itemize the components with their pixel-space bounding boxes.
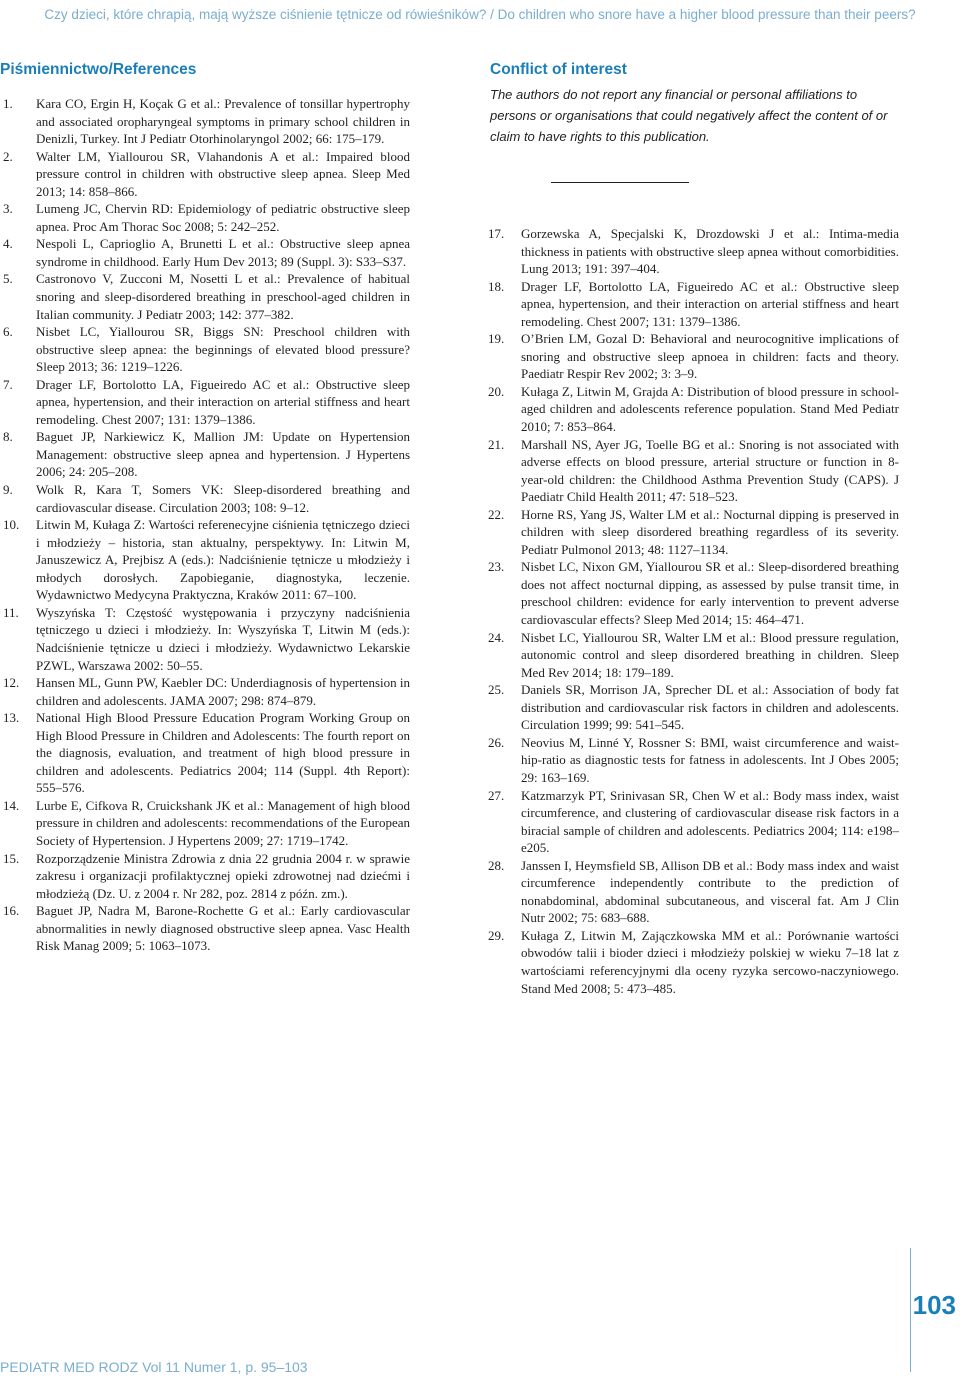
reference-text: Rozporządzenie Ministra Zdrowia z dnia 22 grudnia 2004 r. w sprawie zakresu i organizacji profilaktycznej opieki zdrowotnej nad dziećmi i młodzieżą (Dz. U. z 2004 r. Nr 282, poz. 2814 z późn. zm.). bbox=[36, 850, 410, 901]
reference-number: 23. bbox=[488, 559, 505, 575]
reference-number: 29. bbox=[488, 927, 505, 943]
reference-item bbox=[3, 604, 410, 674]
reference-text: Katzmarzyk PT, Srinivasan SR, Chen W et al.: Body mass index, waist circumference, and clustering of cardiovascular disease risk factors in a biracial sample of children and adolescents. Pediatrics 2004; 114: e198–e205. bbox=[521, 787, 899, 856]
running-header: Czy dzieci, które chrapią, mają wyższe ciśnienie tętnicze od rówieśników? / Do children who snore have a higher blood pressure than their peers? bbox=[44, 7, 916, 22]
reference-text: Horne RS, Yang JS, Walter LM et al.: Nocturnal dipping is preserved in children with sleep disordered breathing regardless of its severity. Pediatr Pulmonol 2013; 48: 1127–1134. bbox=[521, 506, 899, 557]
reference-number: 19. bbox=[488, 331, 505, 347]
reference-number: 26. bbox=[488, 734, 505, 750]
reference-number: 8. bbox=[3, 429, 13, 445]
reference-text: Kara CO, Ergin H, Koçak G et al.: Prevalence of tonsillar hypertrophy and associated oropharyngeal symptoms in primary school children in Denizli, Turkey. Int J Pediatr Otorhinolaryngol 2002; 66: 175–179. bbox=[36, 96, 410, 147]
page-number-rule bbox=[910, 1248, 911, 1372]
journal-footer: PEDIATR MED RODZ Vol 11 Numer 1, p. 95–103 bbox=[0, 1359, 308, 1375]
reference-text: Walter LM, Yiallourou SR, Vlahandonis A et al.: Impaired blood pressure control in children with obstructive sleep apnea. Sleep Med 2013; 14: 858–866. bbox=[36, 148, 410, 199]
reference-item bbox=[3, 148, 410, 201]
reference-text: Baguet JP, Narkiewicz K, Mallion JM: Update on Hypertension Management: obstructive sleep apnea and hypertension. J Hypertens 2006; 24: 205–208. bbox=[36, 429, 410, 480]
reference-item bbox=[488, 629, 899, 682]
reference-text: Litwin M, Kułaga Z: Wartości referenecyjne ciśnienia tętniczego dzieci i młodzieży – historia, stan aktualny, perspektywy. In: Litwin M, Januszewicz A, Prejbisz A (eds.): Nadciśnienie tętnicze u młodzieży i młodych dorosłych. Zapobieganie, diagnostyka, leczenie. Wydawnictwo Medycyna Praktyczna, Kraków 2011: 67–100. bbox=[36, 517, 410, 603]
page-number: 103 bbox=[912, 1290, 956, 1320]
reference-number: 10. bbox=[3, 517, 20, 533]
reference-number: 24. bbox=[488, 629, 505, 645]
reference-number: 20. bbox=[488, 383, 505, 399]
references-list-left bbox=[3, 95, 410, 955]
reference-text: Lumeng JC, Chervin RD: Epidemiology of pediatric obstructive sleep apnea. Proc Am Thorac Soc 2008; 5: 242–252. bbox=[36, 201, 410, 234]
reference-text: Neovius M, Linné Y, Rossner S: BMI, waist circumference and waist-hip-ratio as diagnostic tests for fatness in adolescents. Int J Obes 2005; 29: 163–169. bbox=[521, 734, 899, 785]
reference-number: 18. bbox=[488, 278, 505, 294]
reference-item bbox=[3, 323, 410, 376]
reference-number: 13. bbox=[3, 710, 20, 726]
conflict-text: The authors do not report any financial or personal affiliations to persons or organisations that could negatively affect the content of or claim to have rights to this publication. bbox=[490, 87, 888, 144]
reference-item bbox=[3, 902, 410, 955]
reference-text: Marshall NS, Ayer JG, Toelle BG et al.: Snoring is not associated with adverse effects on blood pressure, arterial structure or function in 8-year-old children: the Childhood Asthma Prevention Study (CAPS). J Paediatr Child Health 2011; 47: 518–523. bbox=[521, 436, 899, 505]
reference-item bbox=[488, 225, 899, 278]
reference-item bbox=[488, 436, 899, 506]
reference-text: Wyszyńska T: Częstość występowania i przyczyny nadciśnienia tętniczego u dzieci i młodzieży. In: Wyszyńska T, Litwin M (eds.): Nadciśnienie tętnicze u dzieci i młodzieży. Wydawnictwo Lekarskie PZWL, Warszawa 2002: 50–55. bbox=[36, 604, 410, 673]
reference-item bbox=[488, 927, 899, 997]
reference-text: Drager LF, Bortolotto LA, Figueiredo AC et al.: Obstructive sleep apnea, hypertension, and their interaction on arterial stiffness and heart remodeling. Chest 2007; 131: 1379–1386. bbox=[521, 278, 899, 329]
reference-text: Castronovo V, Zucconi M, Nosetti L et al.: Prevalence of habitual snoring and sleep-disordered breathing in preschool-aged children in Italian community. J Pediatr 2003; 142: 377–382. bbox=[36, 271, 410, 322]
reference-number: 15. bbox=[3, 850, 20, 866]
reference-text: Wolk R, Kara T, Somers VK: Sleep-disordered breathing and cardiovascular disease. Circulation 2003; 108: 9–12. bbox=[36, 482, 410, 515]
reference-text: O’Brien LM, Gozal D: Behavioral and neurocognitive implications of snoring and obstructive sleep apnoea in children: facts and theory. Paediatr Respir Rev 2002; 3: 3–9. bbox=[521, 331, 899, 382]
section-divider bbox=[551, 182, 689, 183]
reference-number: 1. bbox=[3, 96, 13, 111]
reference-item bbox=[3, 428, 410, 481]
reference-item bbox=[3, 850, 410, 903]
reference-text: Kułaga Z, Litwin M, Grajda A: Distribution of blood pressure in school-aged children and adolescents reference population. Stand Med Pediatr 2010; 7: 853–864. bbox=[521, 383, 899, 435]
reference-item bbox=[3, 200, 410, 235]
reference-item bbox=[488, 330, 899, 383]
reference-item bbox=[488, 506, 899, 559]
reference-item bbox=[488, 857, 899, 927]
reference-number: 9. bbox=[3, 482, 13, 498]
reference-item bbox=[3, 481, 410, 516]
reference-number: 17. bbox=[488, 226, 505, 241]
conflict-heading: Conflict of interest bbox=[490, 61, 627, 78]
reference-item bbox=[3, 797, 410, 850]
reference-text: Hansen ML, Gunn PW, Kaebler DC: Underdiagnosis of hypertension in children and adolescents. JAMA 2007; 298: 874–879. bbox=[36, 675, 410, 708]
reference-text: Nisbet LC, Nixon GM, Yiallourou SR et al.: Sleep-disordered breathing does not affect nocturnal dipping, as assessed by pulse transit time, in preschool children: evidence for early intervention to prevent adverse cardiovascular effects? Sleep Med 2014; 15: 464–471. bbox=[521, 559, 899, 628]
reference-number: 12. bbox=[3, 675, 20, 691]
reference-number: 11. bbox=[3, 604, 19, 620]
reference-item bbox=[3, 516, 410, 604]
reference-text: National High Blood Pressure Education Program Working Group on High Blood Pressure in Children and Adolescents: The fourth report on the diagnosis, evaluation, and treatment of high blood pressure in children and adolescents. Pediatrics 2004; 114 (Suppl. 4th Report): 555–576. bbox=[36, 710, 410, 796]
reference-item bbox=[3, 709, 410, 797]
reference-item bbox=[488, 681, 899, 734]
reference-text: Gorzewska A, Specjalski K, Drozdowski J et al.: Intima-media thickness in patients with obstructive sleep apnea without comorbidities. Lung 2013; 191: 397–404. bbox=[521, 226, 899, 277]
reference-item bbox=[3, 674, 410, 709]
reference-item bbox=[488, 787, 899, 857]
reference-number: 28. bbox=[488, 857, 505, 873]
reference-text: Nisbet LC, Yiallourou SR, Biggs SN: Preschool children with obstructive sleep apnea: the beginnings of elevated blood pressure? Sleep 2013; 36: 1219–1226. bbox=[36, 324, 410, 375]
reference-item bbox=[488, 278, 899, 331]
reference-item bbox=[488, 558, 899, 628]
reference-text: Daniels SR, Morrison JA, Sprecher DL et al.: Association of body fat distribution and cardiovascular risk factors in children and adolescents. Circulation 1999; 99: 541–545. bbox=[521, 682, 899, 733]
reference-text: Nespoli L, Caprioglio A, Brunetti L et al.: Obstructive sleep apnea syndrome in childhood. Early Hum Dev 2013; 89 (Suppl. 3): S33–S37. bbox=[36, 236, 410, 269]
reference-item bbox=[3, 235, 410, 270]
reference-text: Drager LF, Bortolotto LA, Figueiredo AC et al.: Obstructive sleep apnea, hypertension, and their interaction on arterial stiffness and heart remodeling. Chest 2007; 131: 1379–1386. bbox=[36, 376, 410, 427]
references-heading: Piśmiennictwo/References bbox=[0, 61, 197, 78]
reference-number: 21. bbox=[488, 436, 505, 452]
reference-text: Baguet JP, Nadra M, Barone-Rochette G et al.: Early cardiovascular abnormalities in newly diagnosed obstructive sleep apnea. Vasc Health Risk Manag 2009; 5: 1063–1073. bbox=[36, 903, 410, 954]
reference-item bbox=[3, 376, 410, 429]
reference-number: 2. bbox=[3, 148, 13, 164]
reference-number: 14. bbox=[3, 797, 20, 813]
references-list-right bbox=[488, 225, 899, 997]
reference-number: 7. bbox=[3, 376, 13, 392]
reference-item bbox=[488, 734, 899, 787]
reference-number: 6. bbox=[3, 324, 13, 340]
reference-text: Kułaga Z, Litwin M, Zajączkowska MM et al.: Porównanie wartości obwodów talii i bioder dzieci i młodzieży polskiej w wieku 7–18 lat z wartościami referencyjnymi dla oceny ryzyka sercowo-naczyniowego. Stand Med 2008; 5: 473–485. bbox=[521, 927, 899, 996]
reference-number: 3. bbox=[3, 201, 13, 217]
reference-item bbox=[3, 270, 410, 323]
reference-item bbox=[3, 95, 410, 148]
reference-number: 5. bbox=[3, 271, 13, 287]
reference-text: Janssen I, Heymsfield SB, Allison DB et al.: Body mass index and waist circumference independently contribute to the prediction of nonabdominal, abdominal subcutaneous, and visceral fat. Am J Clin Nutr 2002; 75: 683–688. bbox=[521, 857, 899, 926]
reference-text: Lurbe E, Cifkova R, Cruickshank JK et al.: Management of high blood pressure in children and adolescents: recommendations of the European Society of Hypertension. J Hypertens 2009; 27: 1719–1742. bbox=[36, 797, 410, 848]
reference-number: 4. bbox=[3, 236, 13, 252]
reference-text: Nisbet LC, Yiallourou SR, Walter LM et al.: Blood pressure regulation, autonomic control and sleep disordered breathing in children. Sleep Med Rev 2014; 18: 179–189. bbox=[521, 629, 899, 680]
reference-number: 22. bbox=[488, 506, 505, 522]
reference-number: 25. bbox=[488, 682, 505, 698]
reference-item bbox=[488, 383, 899, 436]
reference-number: 16. bbox=[3, 903, 20, 919]
reference-number: 27. bbox=[488, 787, 505, 803]
